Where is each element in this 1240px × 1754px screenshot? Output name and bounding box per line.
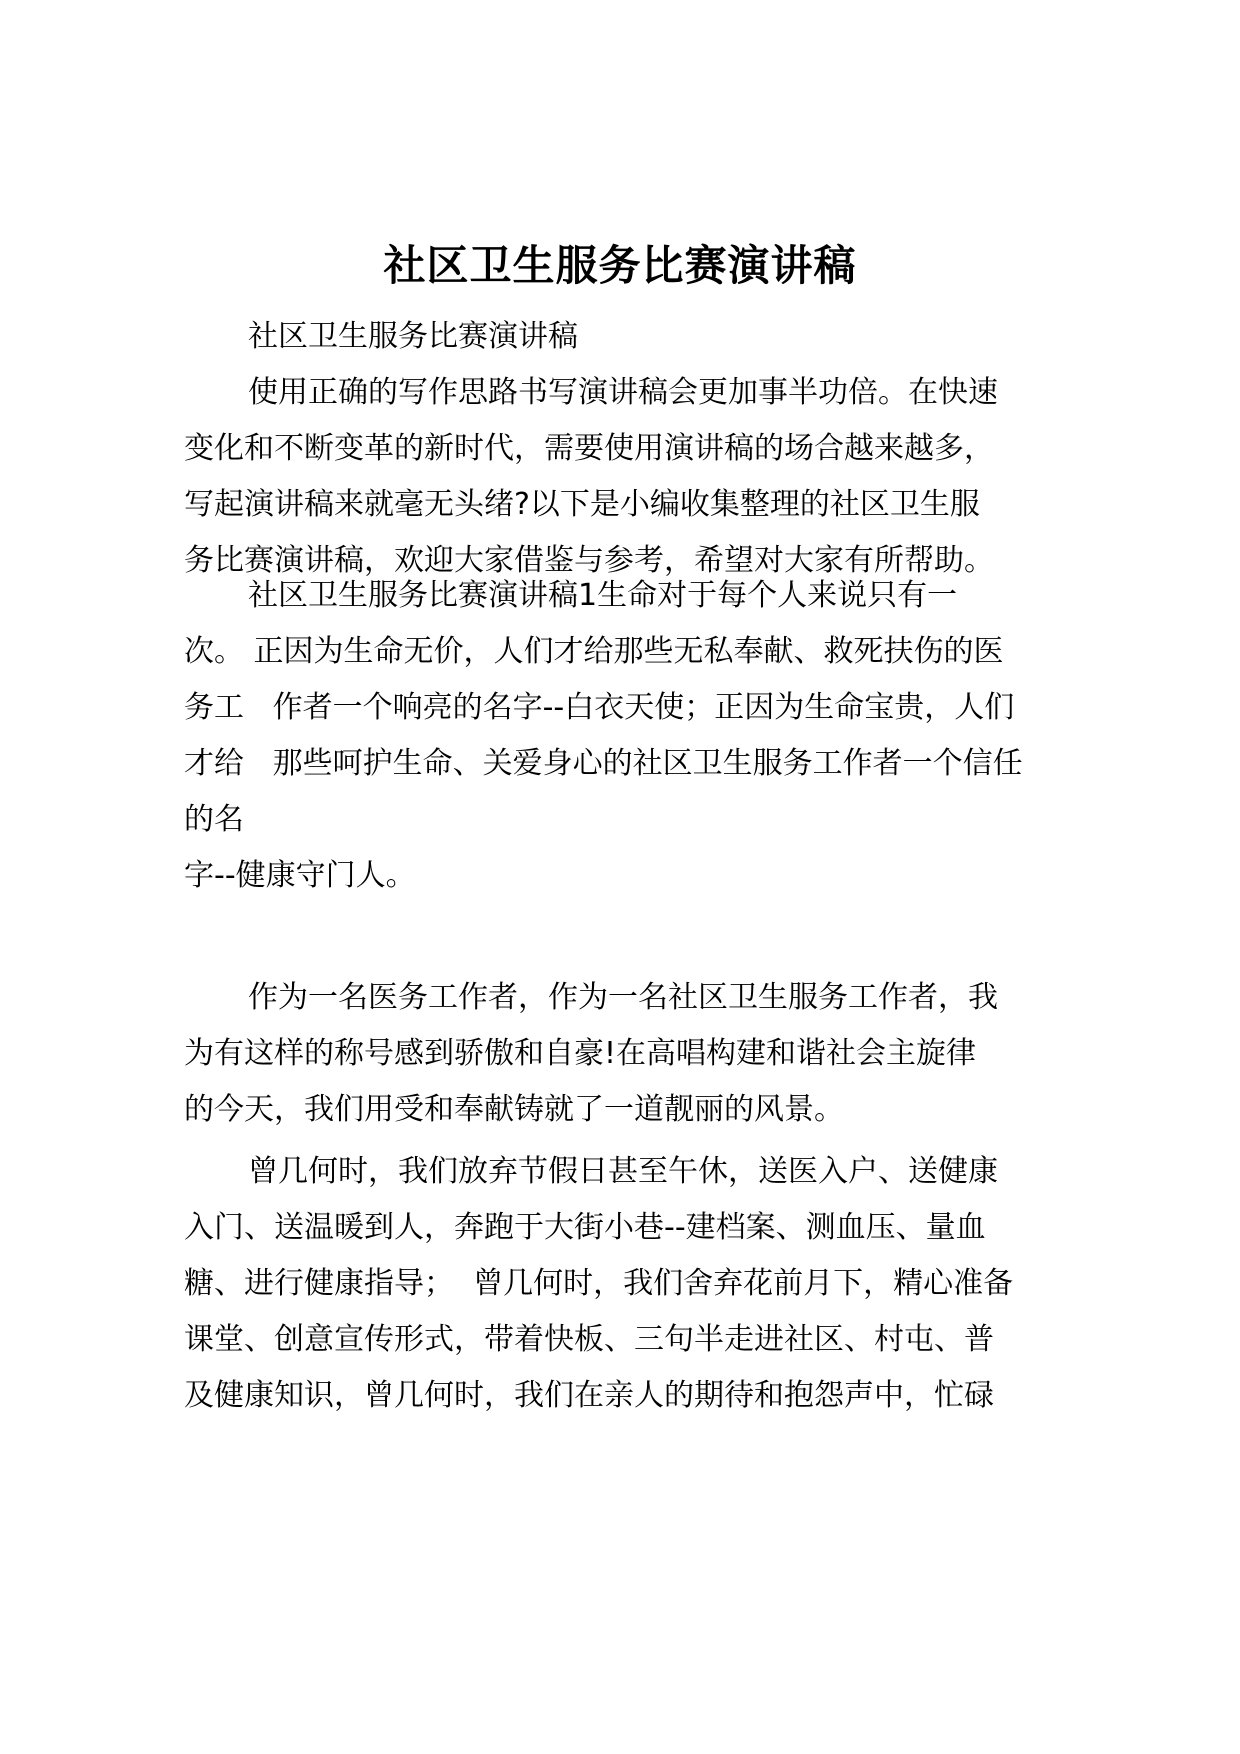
paragraph-line: 字--健康守门人。 [184,858,416,893]
paragraph-line: 务比赛演讲稿，欢迎大家借鉴与参考，希望对大家有所帮助。 [184,543,994,578]
paragraph-pride [184,970,1064,1138]
paragraph-line: 的名 [184,802,244,837]
paragraph-line: 糖、进行健康指导； 曾几何时，我们舍弃花前月下，精心准备 [184,1266,1014,1301]
paragraph-line: 使用正确的写作思路书写演讲稿会更加事半功倍。在快速 [248,375,998,410]
paragraph-line: 社区卫生服务比赛演讲稿 [248,319,578,354]
paragraph-line: 作为一名医务工作者，作为一名社区卫生服务工作者，我 [248,980,998,1015]
paragraph-line: 及健康知识，曾几何时，我们在亲人的期待和抱怨声中，忙碌 [184,1378,994,1413]
paragraph-speech-1 [184,568,1064,904]
paragraph-line: 才给 那些呵护生命、关爱身心的社区卫生服务工作者一个信任 [184,746,1023,781]
paragraph-memories [184,1144,1064,1424]
paragraph-line: 的今天，我们用受和奉献铸就了一道靓丽的风景。 [184,1092,844,1127]
paragraph-line: 务工 作者一个响亮的名字--白衣天使；正因为生命宝贵，人们 [184,690,1015,725]
paragraph-line: 曾几何时，我们放弃节假日甚至午休，送医入户、送健康 [248,1154,998,1189]
paragraph-subtitle [184,309,1064,365]
paragraph-line: 写起演讲稿来就毫无头绪?以下是小编收集整理的社区卫生服 [184,487,980,522]
paragraph-line: 次。 正因为生命无价，人们才给那些无私奉献、救死扶伤的医 [184,634,1004,669]
paragraph-line: 为有这样的称号感到骄傲和自豪!在高唱构建和谐社会主旋律 [184,1036,977,1071]
paragraph-line: 社区卫生服务比赛演讲稿1生命对于每个人来说只有一 [248,578,958,613]
paragraph-intro [184,365,1064,589]
paragraph-line: 变化和不断变革的新时代，需要使用演讲稿的场合越来越多， [184,431,994,466]
paragraph-line: 课堂、创意宣传形式，带着快板、三句半走进社区、村屯、普 [184,1322,994,1357]
document-title: 社区卫生服务比赛演讲稿 [383,241,857,290]
paragraph-line: 入门、送温暖到人，奔跑于大街小巷--建档案、测血压、量血 [184,1210,986,1245]
